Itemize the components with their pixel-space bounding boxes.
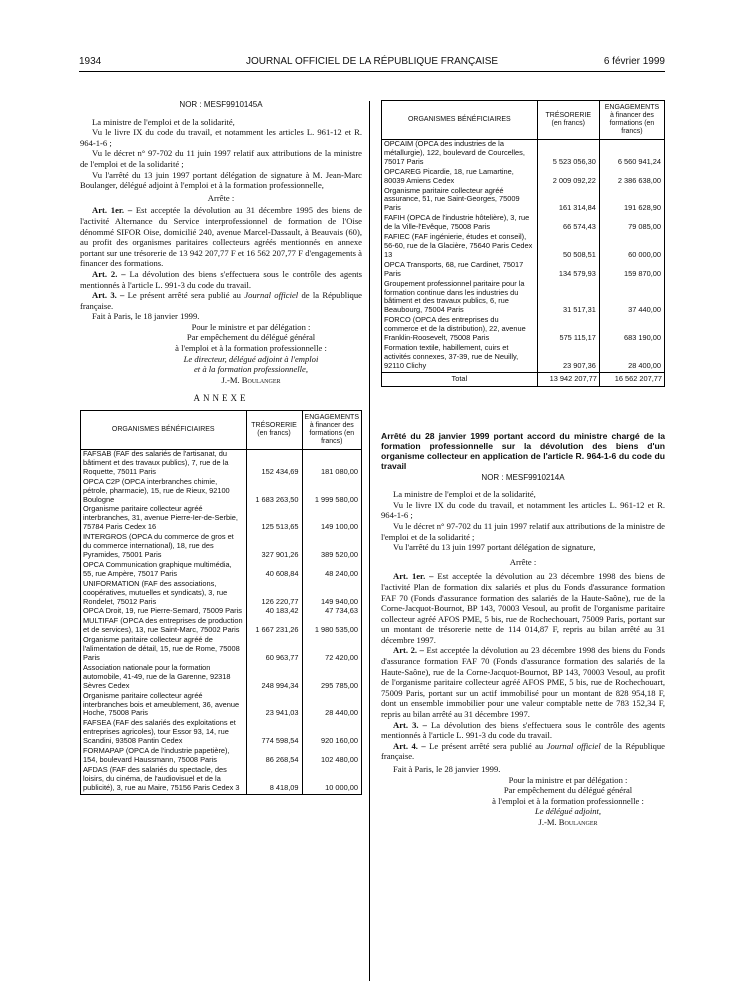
column-header-organismes: ORGANISMES BÉNÉFICIAIRES [81, 411, 247, 450]
page-header [79, 56, 665, 70]
arrete-heading: Arrête : [509, 556, 537, 567]
tresorerie-cell: 1 683 263,50 [246, 478, 302, 506]
engagements-cell: 1 999 580,00 [302, 478, 361, 506]
organisme-cell: Organisme paritaire collecteur agréé interbranches, 31, avenue Pierre-Ier-de-Serbie, 75784 Paris Cedex 16 [81, 505, 247, 533]
engagements-cell: 159 870,00 [599, 261, 664, 280]
table-row [81, 636, 362, 664]
engagements-cell: 1 980 535,00 [302, 617, 361, 636]
arrete-heading: Arrête : [207, 192, 235, 203]
column-header-engagements: ENGAGEMENTS à financer des formations (en francs) [599, 101, 664, 140]
table-row [81, 766, 362, 794]
issue-date: 6 février 1999 [603, 56, 665, 67]
engagements-cell: 683 190,00 [599, 316, 664, 344]
engagements-cell: 37 440,00 [599, 280, 664, 317]
organisme-cell: OPCAREG Picardie, 18, rue Lamartine, 80039 Amiens Cedex [382, 168, 538, 187]
tresorerie-cell: 23 941,03 [246, 692, 302, 720]
engagements-cell: 60 000,00 [599, 233, 664, 261]
organisme-cell: Organisme paritaire collecteur agréé interbranches bois et ameublement, 36, avenue Hoche, 75008 Paris [81, 692, 247, 720]
article-text: Le présent arrêté sera publié au [429, 740, 547, 751]
organisme-cell: FAFSAB (FAF des salariés de l'artisanat, du bâtiment et des travaux publics), 7, rue de la Roquette, 75011 Paris [81, 450, 247, 478]
total-row [382, 372, 665, 386]
total-engagements: 16 562 207,77 [599, 372, 664, 386]
article-3 [80, 290, 362, 311]
tresorerie-cell: 23 907,36 [537, 344, 599, 372]
article-text: Est acceptée la dévolution au 23 décembre 1998 des biens de l'activité Plan de formation dix salariés et plus du Fonds d'assurance formation FAF 70 (Fonds d'assurance formation des salariés de la Haute-Saône), rue de la Corne-Jacquot-Bournot, BP 143, 70003 Vesoul, au profit de l'organisme paritaire collecteur agréé AFOS PME, 5 bis, rue de Rochechouart, 75009 Paris, portant sur un montant de trésorerie nette de 114 014,87 F, repris au bilan arrêté au 31 décembre 1997. [381, 571, 665, 645]
organisme-cell: Groupement professionnel paritaire pour la formation continue dans les industries du bâtiment et des travaux publics, 6, rue Beaubourg, 75004 Paris [382, 280, 538, 317]
tresorerie-cell: 1 667 231,26 [246, 617, 302, 636]
paragraph: Vu le décret n° 97-702 du 11 juin 1997 relatif aux attributions de la ministre de l'emploi et de la solidarité ; [381, 520, 665, 542]
organisme-cell: UNIFORMATION (FAF des associations, coopératives, mutuelles et syndicats), 3, rue Rondelet, 75012 Paris [81, 580, 247, 608]
engagements-cell: 28 400,00 [599, 344, 664, 372]
tresorerie-cell: 134 579,93 [537, 261, 599, 280]
organisme-cell: MULTIFAF (OPCA des entreprises de production et de services), 13, rue Saint-Marc, 75002 Paris [81, 617, 247, 636]
organisme-cell: INTERGROS (OPCA du commerce de gros et du commerce international), 18, rue des Pyramides, 75001 Paris [81, 533, 247, 561]
engagements-cell: 102 480,00 [302, 747, 361, 766]
article-label: Art. 3. – [393, 719, 427, 730]
engagements-cell: 72 420,00 [302, 636, 361, 664]
engagements-cell: 181 080,00 [302, 450, 361, 478]
tresorerie-cell: 774 598,54 [246, 719, 302, 747]
engagements-cell: 295 785,00 [302, 664, 361, 692]
signatory-name: J.-M. Boulanger [221, 374, 281, 385]
tresorerie-cell: 86 268,54 [246, 747, 302, 766]
article-text: Est acceptée la dévolution au 23 décembre 1998 des biens du Fonds d'assurance formation FAF 70 (Fonds d'assurance formation des salariés de la Haute-Saône), rue de la Corne-Jacquot-Bournot, BP 143, 70003 Vesoul, au profit de l'organisme paritaire collecteur agréé AFOS PME, 5 bis, rue de Rochechouart, 75009 Paris, portant sur un actif immobilisé pour un montant de 828 954,18 F, dont un ensemble immobilier pour une valeur comptable nette de 783 152,34 F, repris au bilan arrêté au 31 décembre 1997. [381, 645, 665, 720]
organisme-cell: OPCA C2P (OPCA interbranches chimie, pétrole, pharmacie), 15, rue de Rieux, 92100 Boulogne [81, 478, 247, 506]
signature-line: à l'emploi et à la formation professionnelle : [492, 795, 644, 806]
signatory-title: Le directeur, délégué adjoint à l'emploi [183, 353, 319, 364]
table-row [382, 280, 665, 317]
paragraph: Vu le décret n° 97-702 du 11 juin 1997 relatif aux attributions de la ministre de l'emploi et de la solidarité ; [80, 148, 362, 169]
column-header-tresorerie: TRÉSORERIE (en francs) [537, 101, 599, 140]
organisme-cell: Formation textile, habillement, cuirs et activités connexes, 37-39, rue de Neuilly, 92110 Clichy [382, 344, 538, 372]
engagements-cell: 10 000,00 [302, 766, 361, 794]
engagements-cell: 48 240,00 [302, 561, 361, 580]
annexe-table-continued [381, 100, 665, 387]
tresorerie-cell: 5 523 056,30 [537, 140, 599, 168]
journal-name: Journal officiel [546, 740, 601, 751]
table-row [81, 533, 362, 561]
signature-line: Pour le ministre et par délégation : [191, 321, 311, 332]
article-text: La dévolution des biens s'effectuera sous le contrôle des agents mentionnés à l'article L. 991-3 du code du travail. [80, 268, 362, 290]
table-row [81, 580, 362, 608]
column-divider [369, 101, 370, 981]
paragraph: Vu le livre IX du code du travail, et notamment les articles L. 961-12 et R. 964-1-6 ; [381, 499, 665, 521]
engagements-cell: 6 560 941,24 [599, 140, 664, 168]
organisme-cell: OPCA Transports, 68, rue Cardinet, 75017 Paris [382, 261, 538, 280]
table-row [81, 505, 362, 533]
organisme-cell: OPCA Communication graphique multimédia, 55, rue Ampère, 75017 Paris [81, 561, 247, 580]
table-row [382, 187, 665, 215]
signing-place-date: Fait à Paris, le 28 janvier 1999. [393, 764, 501, 774]
tresorerie-cell: 50 508,51 [537, 233, 599, 261]
signature-line: à l'emploi et à la formation professionnelle : [175, 343, 327, 354]
engagements-cell: 47 734,63 [302, 607, 361, 617]
organisme-cell: FAFIEC (FAF ingénierie, études et conseil), 56-60, rue de la Glacière, 75640 Paris Cedex 13 [382, 233, 538, 261]
header-rule [79, 71, 665, 72]
organisme-cell: FORMAPAP (OPCA de l'industrie papetière), 154, boulevard Haussmann, 75008 Paris [81, 747, 247, 766]
article-text: de la République française. [80, 290, 362, 311]
column-header-tresorerie: TRÉSORERIE (en francs) [246, 411, 302, 450]
table-row [382, 168, 665, 187]
paragraph: Vu l'arrêté du 13 juin 1997 portant délégation de signature à M. Jean-Marc Boulanger, délégué adjoint à l'emploi et à la formation professionnelle, [80, 169, 362, 191]
tresorerie-cell: 2 009 092,22 [537, 168, 599, 187]
article-1 [80, 205, 362, 269]
article-label: Art. 3. – [92, 290, 125, 301]
table-row [382, 344, 665, 372]
engagements-cell: 2 386 638,00 [599, 168, 664, 187]
organisme-cell: Organisme paritaire collecteur agréé assurance, 51, rue Saint-Georges, 75009 Paris [382, 187, 538, 215]
engagements-cell: 149 940,00 [302, 580, 361, 608]
signature-line: Par empêchement du délégué général [503, 785, 633, 796]
tresorerie-cell: 125 513,65 [246, 505, 302, 533]
tresorerie-cell: 40 608,84 [246, 561, 302, 580]
article-text: Le présent arrêté sera publié au [127, 290, 245, 301]
annexe-heading: ANNEXE [193, 393, 249, 404]
organisme-cell: Organisme paritaire collecteur agréé de l'alimentation de détail, 15, rue de Rome, 75008 Paris [81, 636, 247, 664]
paragraph: Vu le livre IX du code du travail, et notamment les articles L. 961-12 et R. 964-1-6 ; [80, 127, 362, 148]
decree-title: Arrêté du 28 janvier 1999 portant accord du ministre chargé de la formation professionnelle sur la dévolution des biens d'un organisme collecteur en application de l'article R. 964-1-6 du code du travail [381, 430, 665, 471]
article-label: Art. 1er. – [92, 205, 133, 216]
total-label: Total [382, 372, 538, 386]
table-row [81, 561, 362, 580]
article-2 [381, 645, 665, 719]
nor-reference: NOR : MESF9910214A [481, 472, 565, 482]
article-label: Art. 2. – [92, 268, 126, 279]
article-text: La dévolution des biens s'effectuera sous le contrôle des agents mentionnés à l'article L. 991-3 du code du travail. [381, 719, 665, 741]
article-3 [381, 720, 665, 741]
tresorerie-cell: 60 963,77 [246, 636, 302, 664]
tresorerie-cell: 152 434,69 [246, 450, 302, 478]
organisme-cell: AFDAS (FAF des salariés du spectacle, des loisirs, du cinéma, de l'audiovisuel et de la publicité), 3, rue au Maire, 75156 Paris Cedex 3 [81, 766, 247, 794]
total-tresorerie: 13 942 207,77 [537, 372, 599, 386]
tresorerie-cell: 126 220,77 [246, 580, 302, 608]
signatory-title: Le délégué adjoint, [534, 806, 602, 817]
journal-name: Journal officiel [244, 290, 299, 301]
table-row [382, 140, 665, 168]
organisme-cell: OPCA Droit, 19, rue Pierre-Semard, 75009 Paris [81, 607, 247, 617]
table-row [81, 719, 362, 747]
tresorerie-cell: 327 901,26 [246, 533, 302, 561]
paragraph: La ministre de l'emploi et de la solidarité, [393, 489, 536, 500]
signature-line: Pour la ministre et par délégation : [508, 774, 628, 785]
table-row [81, 692, 362, 720]
engagements-cell: 191 628,90 [599, 187, 664, 215]
engagements-cell: 389 520,00 [302, 533, 361, 561]
column-header-organismes: ORGANISMES BÉNÉFICIAIRES [382, 101, 538, 140]
tresorerie-cell: 8 418,09 [246, 766, 302, 794]
organisme-cell: FAFIH (OPCA de l'industrie hôtelière), 3, rue de la Ville-l'Evêque, 75008 Paris [382, 214, 538, 233]
table-row [382, 214, 665, 233]
tresorerie-cell: 40 183,42 [246, 607, 302, 617]
tresorerie-cell: 161 314,84 [537, 187, 599, 215]
article-label: Art. 2. – [393, 645, 424, 656]
article-2 [80, 269, 362, 290]
article-label: Art. 4. – [393, 740, 426, 751]
engagements-cell: 920 160,00 [302, 719, 361, 747]
column-header-engagements: ENGAGEMENTS à financer des formations (en francs) [302, 411, 361, 450]
table-row [81, 478, 362, 506]
table-row [382, 261, 665, 280]
table-row [382, 316, 665, 344]
annexe-table [80, 410, 362, 795]
organisme-cell: Association nationale pour la formation automobile, 41-49, rue de la Garenne, 92318 Sèvres Cedex [81, 664, 247, 692]
article-1 [381, 571, 665, 645]
table-row [81, 617, 362, 636]
signing-place-date: Fait à Paris, le 18 janvier 1999. [92, 311, 200, 322]
signature-line: Par empêchement du délégué général [186, 332, 316, 343]
tresorerie-cell: 248 994,34 [246, 664, 302, 692]
paragraph: La ministre de l'emploi et de la solidarité, [92, 116, 235, 127]
engagements-cell: 149 100,00 [302, 505, 361, 533]
article-label: Art. 1er. – [393, 571, 434, 582]
table-row [382, 233, 665, 261]
page-number: 1934 [79, 56, 102, 67]
signatory-title: et à la formation professionnelle, [193, 364, 309, 375]
organisme-cell: OPCAIM (OPCA des industries de la métallurgie), 122, boulevard de Courcelles, 75017 Paris [382, 140, 538, 168]
engagements-cell: 79 085,00 [599, 214, 664, 233]
paragraph: Vu l'arrêté du 13 juin 1997 portant délégation de signature, [393, 542, 596, 553]
tresorerie-cell: 575 115,17 [537, 316, 599, 344]
nor-reference: NOR : MESF9910145A [179, 100, 263, 109]
organisme-cell: FAFSEA (FAF des salariés des exploitations et entreprises agricoles), tour Essor 93, 14, rue Scandini, 93508 Pantin Cedex [81, 719, 247, 747]
tresorerie-cell: 66 574,43 [537, 214, 599, 233]
organisme-cell: FORCO (OPCA des entreprises du commerce et de la distribution), 22, avenue Franklin-Roosevelt, 75008 Paris [382, 316, 538, 344]
left-column [80, 100, 362, 795]
table-row [81, 450, 362, 478]
article-text: de la République française. [381, 740, 665, 762]
article-text: Est acceptée la dévolution au 31 décembre 1995 des biens de l'activité Alternance du Service interprofessionnel de formation de l'Oise dénommé SIFOR Oise, domicilié 240, avenue Marcel-Dassault, à Beauvais (60), au profit des organismes paritaires collecteurs agréés mentionnés en annexe portant sur une trésorerie de 13 942 207,77 F et 16 562 207,77 F d'engagements à financer des formations. [80, 205, 362, 269]
signatory-name: J.-M. Boulanger [538, 816, 598, 827]
table-row [81, 747, 362, 766]
article-4 [381, 741, 665, 762]
journal-title: JOURNAL OFFICIEL DE LA RÉPUBLIQUE FRANÇAISE [245, 56, 499, 67]
engagements-cell: 28 440,00 [302, 692, 361, 720]
tresorerie-cell: 31 517,31 [537, 280, 599, 317]
right-column [381, 100, 665, 828]
table-row [81, 664, 362, 692]
